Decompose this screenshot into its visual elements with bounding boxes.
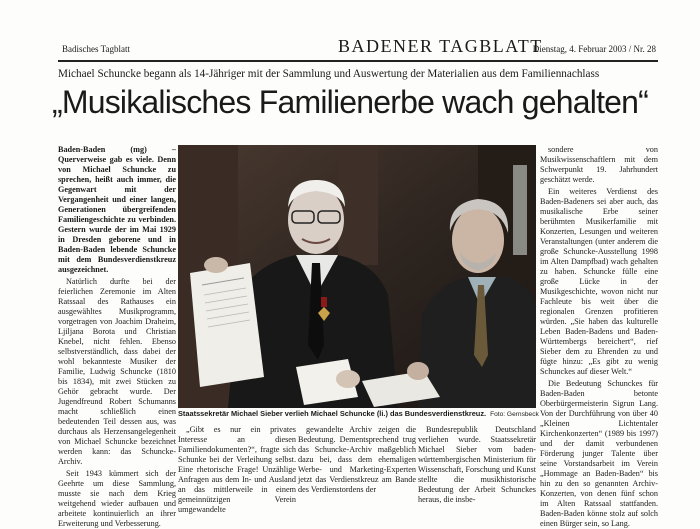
body-paragraph: Bundesrepublik Deutschland verliehen wurde. Staatssekretär Michael Sieber vom baden-württembergischen Ministerium für Wissenschaft, Forschung und Kunst stellte die musikhistorische Bedeutung der Arbeit Schunckes heraus, die insbe- <box>418 425 536 504</box>
body-paragraph: sondere von Musikwissenschaftlern mit dem Schwerpunkt 19. Jahrhundert geschätzt werde. <box>540 145 658 184</box>
body-paragraph: gewandelte Archiv zeigen die Bedeutung. Dementsprechend trug das Schuncke-Archiv maßgeblich dazu bei, dass dem ehemaligen Werbe- und Marketing-Experten jetzt das Verdienstkreuz am Bande des Verdienstordens der <box>298 425 416 494</box>
issue-date: Dienstag, 4. Februar 2003 / Nr. 28 <box>532 44 656 54</box>
body-paragraph: Natürlich durfte bei der feierlichen Zeremonie im Alten Ratssaal des Rathauses ein ausgewähltes Musikprogramm, vorgetragen von Joachim Draheim, Ljiljana Borota und Christian Knebel, nicht fehlen. Ebenso selbstverständlich, dass dabei der wohl bekannteste Musiker der Familie, Ludwig Schuncke (1810 bis 1834), mit zwei Stücken zu Gehör gebracht wurde. Der Jugendfreund Robert Schumanns macht schließlich einen bedeutenden Teil dessen aus, was durchaus als Herzensangelegenheit von Michael Schuncke bezeichnet werden kann: das Schuncke-Archiv. <box>58 277 176 466</box>
lead-paragraph: Baden-Baden (mg) – Querverweise gab es viele. Denn von Michael Schuncke zu sprechen, heißt auch immer, die Gegenwart mit der Vergangenheit und einer langen, Generationen übergreifenden Familiengeschichte zu verbinden. Gestern wurde der im Mai 1929 in Dresden geborene und in Baden-Baden lebende Schuncke mit dem Bundesverdienstkreuz ausgezeichnet. <box>58 145 176 274</box>
masthead <box>58 38 658 62</box>
caption-text: Staatssekretär Michael Sieber verlieh Michael Schuncke (li.) das Bundesverdienstkreuz. <box>178 409 487 418</box>
article-column-4 <box>418 425 536 505</box>
article-column-5 <box>540 145 658 528</box>
masthead-section: Badisches Tagblatt <box>62 44 130 54</box>
article-column-3 <box>298 425 416 505</box>
body-paragraph: „Gibt es nur ein privates Interesse an diesen Familiendokumenten?“, fragte sich Schunke bei der Verleihung selbst. Eine rhetorische Frage! Unzählige Anfragen aus dem In- und Ausland an das mittlerweile in einem gemeinnützigen Verein umgewandelte <box>178 425 296 514</box>
body-paragraph: Ein weiteres Verdienst des Baden-Badeners sei aber auch, das musikalische Erbe seiner berühmten Musikerfamilie mit Konzerten, Lesungen und weiteren Veranstaltungen (unter anderem die große Schuncke-Ausstellung 1998 im Alten Dampfbad) wach gehalten zu haben. Schuncke fülle eine große Lücke in der Musikgeschichte, wovon nicht nur Fachleute bis weit über die regionalen Grenzen profitieren würden. „Sie haben das kulturelle Leben Baden-Badens und Baden-Württembergs bereichert“, rief Sieber dem zu Ehrenden zu und fügte hinzu: „Es gibt zu wenig Schunckes auf dieser Welt.“ <box>540 187 658 376</box>
photo-illustration <box>178 145 536 408</box>
article-column-1 <box>58 145 176 528</box>
kicker: Michael Schuncke begann als 14-Jähriger mit der Sammlung und Auswertung der Materialien aus dem Familiennachlass <box>58 68 600 80</box>
body-paragraph: Die Bedeutung Schunckes für Baden-Baden betonte Oberbürgermeisterin Sigrun Lang. Von der Durchführung von über 40 „Kleinen Lichtentaler Kirchenkonzerten“ (1989 bis 1997) und der damit verbundenen Förderung junger Talente über seine Vorstandsarbeit im Verein „Hommage an Baden-Baden“ bis hin zu den so genannten Archiv-Konzerten, von denen fünf schon im Alten Ratssaal stattfanden. Baden-Baden könne stolz auf solch einen Bürger sein, so Lang. <box>540 379 658 528</box>
body-paragraph: Seit 1943 kümmert sich der Geehrte um diese Sammlung, musste sie nach dem Krieg weitgehend wieder aufbauen und arbeitete kontinuierlich an ihrer Erweiterung und Verbesserung. <box>58 469 176 528</box>
newspaper-title: BADENER TAGBLATT <box>338 36 543 56</box>
article-column-2 <box>178 425 296 514</box>
photo-caption <box>178 409 539 421</box>
headline: „Musikalisches Familienerbe wach gehalten“ <box>52 84 649 120</box>
ceremony-photo <box>178 145 536 408</box>
photo-credit: Foto: Gernsbeck <box>490 411 539 418</box>
